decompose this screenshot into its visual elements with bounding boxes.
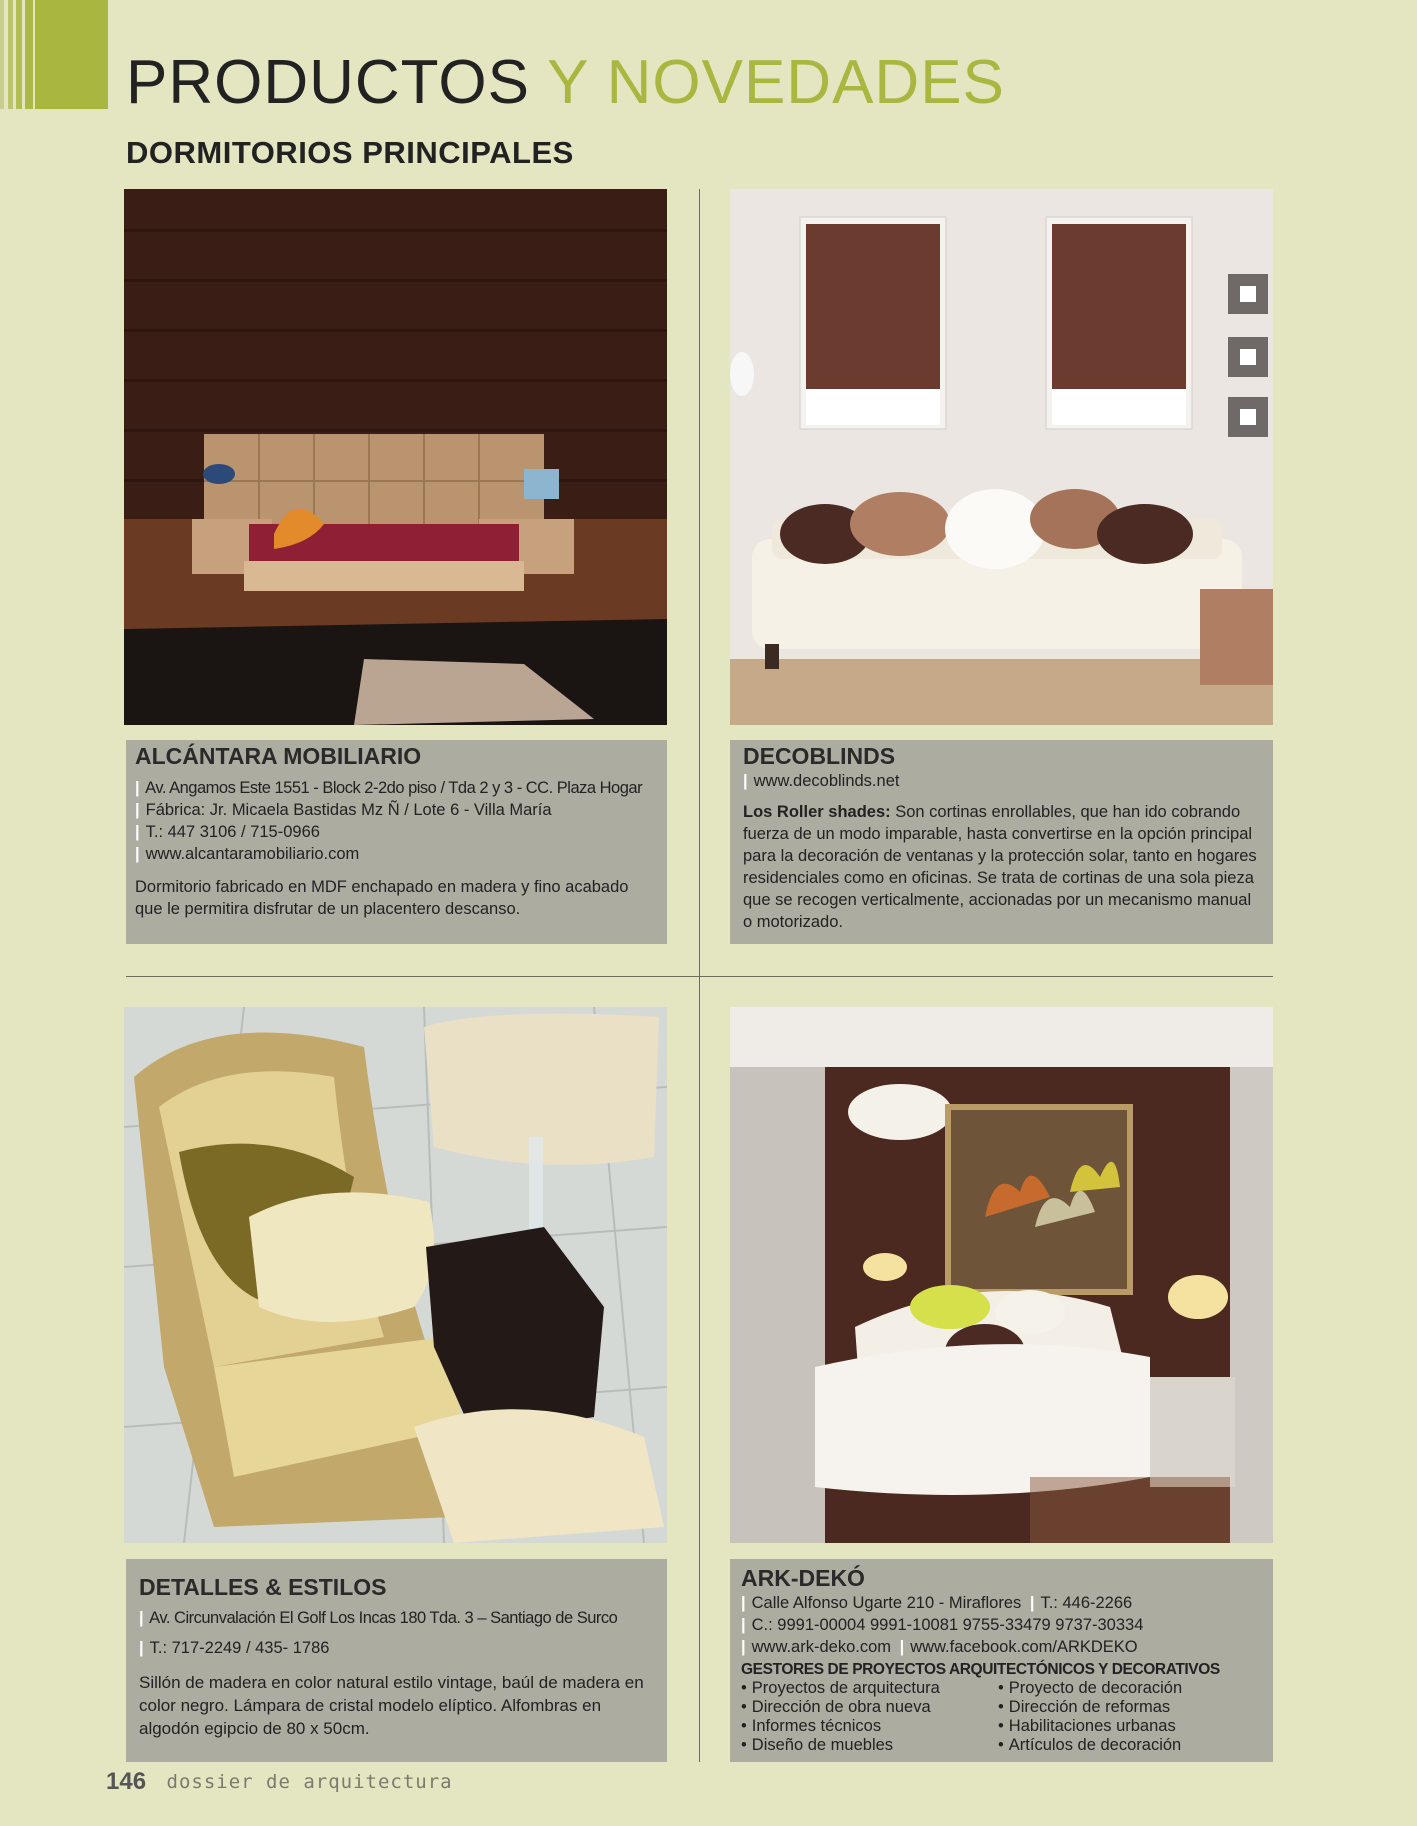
address-line: | Av. Angamos Este 1551 - Block 2-2do piso / Tda 2 y 3 - CC. Plaza Hogar: [135, 779, 643, 797]
factory-line: | Fábrica: Jr. Micaela Bastidas Mz Ñ / Lote 6 - Villa María: [135, 801, 552, 819]
page-title: [126, 48, 1005, 117]
website-link[interactable]: www.ark-deko.com: [751, 1638, 891, 1656]
section-title: DORMITORIOS PRINCIPALES: [126, 135, 574, 170]
address-line: | Calle Alfonso Ugarte 210 - Miraflores | T.: 446-2266: [741, 1594, 1133, 1612]
page-number: 146: [106, 1768, 147, 1795]
service-item: • Diseño de muebles: [741, 1736, 998, 1755]
listing-decoblinds: [730, 740, 1273, 944]
web-links: | www.ark-deko.com | www.facebook.com/ARKDEKO: [741, 1638, 1138, 1656]
phone-line: | T.: 717-2249 / 435- 1786: [139, 1639, 330, 1657]
listing-name: DECOBLINDS: [743, 743, 896, 769]
listing-description: Sillón de madera en color natural estilo vintage, baúl de madera en color negro. Lámpara de cristal modelo elíptico. Alfombras en algodón egipcio de 80 x 50cm.: [139, 1673, 644, 1738]
service-item: • Dirección de obra nueva: [741, 1698, 998, 1717]
horizontal-divider: [126, 976, 1273, 977]
header-stripes: [0, 0, 108, 109]
service-item: • Proyecto de decoración: [998, 1679, 1182, 1698]
services-right: [998, 1679, 1182, 1755]
listing-name: ALCÁNTARA MOBILIARIO: [135, 743, 422, 769]
address-line: | Av. Circunvalación El Golf Los Incas 180 Tda. 3 – Santiago de Surco: [139, 1609, 618, 1627]
listing-name: DETALLES & ESTILOS: [139, 1574, 387, 1600]
phone-line: | T.: 447 3106 / 715-0966: [135, 823, 320, 841]
photo-decoblinds-livingroom: [730, 189, 1273, 725]
listing-description: Dormitorio fabricado en MDF enchapado en madera y fino acabado que le permitira disfrutar de un placentero descanso.: [135, 878, 629, 918]
photo-arkdeko-bedroom: [730, 1007, 1273, 1543]
service-item: • Habilitaciones urbanas: [998, 1717, 1182, 1736]
website-link[interactable]: | www.decoblinds.net: [743, 772, 900, 790]
mobile-line: | C.: 9991-00004 9991-10081 9755-33479 9737-30334: [741, 1616, 1144, 1634]
page-footer: [106, 1768, 453, 1796]
title-main: PRODUCTOS: [126, 48, 531, 117]
services-subtitle: GESTORES DE PROYECTOS ARQUITECTÓNICOS Y DECORATIVOS: [741, 1661, 1220, 1678]
magazine-name: dossier de arquitectura: [166, 1771, 453, 1793]
photo-detalles-armchair: [124, 1007, 667, 1543]
service-item: • Artículos de decoración: [998, 1736, 1182, 1755]
services-lists: [741, 1679, 1265, 1755]
listing-arkdeko: [730, 1559, 1273, 1762]
listing-alcantara: [126, 740, 667, 944]
services-left: [741, 1679, 998, 1755]
website-link[interactable]: | www.alcantaramobiliario.com: [135, 845, 360, 863]
title-accent: Y NOVEDADES: [547, 48, 1005, 117]
service-item: • Dirección de reformas: [998, 1698, 1182, 1717]
listing-detalles: [126, 1559, 667, 1762]
photo-alcantara-bedroom: [124, 189, 667, 725]
facebook-link[interactable]: www.facebook.com/ARKDEKO: [910, 1638, 1138, 1656]
service-item: • Informes técnicos: [741, 1717, 998, 1736]
listing-description: Los Roller shades: Son cortinas enrollables, que han ido cobrando fuerza de un modo imparable, hasta convertirse en la opción principal para la decoración de ventanas y la protección solar, tanto en hogares residenciales como en oficinas. Se trata de cortinas de una sola pieza que se recogen verticalmente, accionadas por un mecanismo manual o motorizado.: [743, 803, 1257, 931]
service-item: • Proyectos de arquitectura: [741, 1679, 998, 1698]
listing-name: ARK-DEKÓ: [741, 1565, 865, 1591]
